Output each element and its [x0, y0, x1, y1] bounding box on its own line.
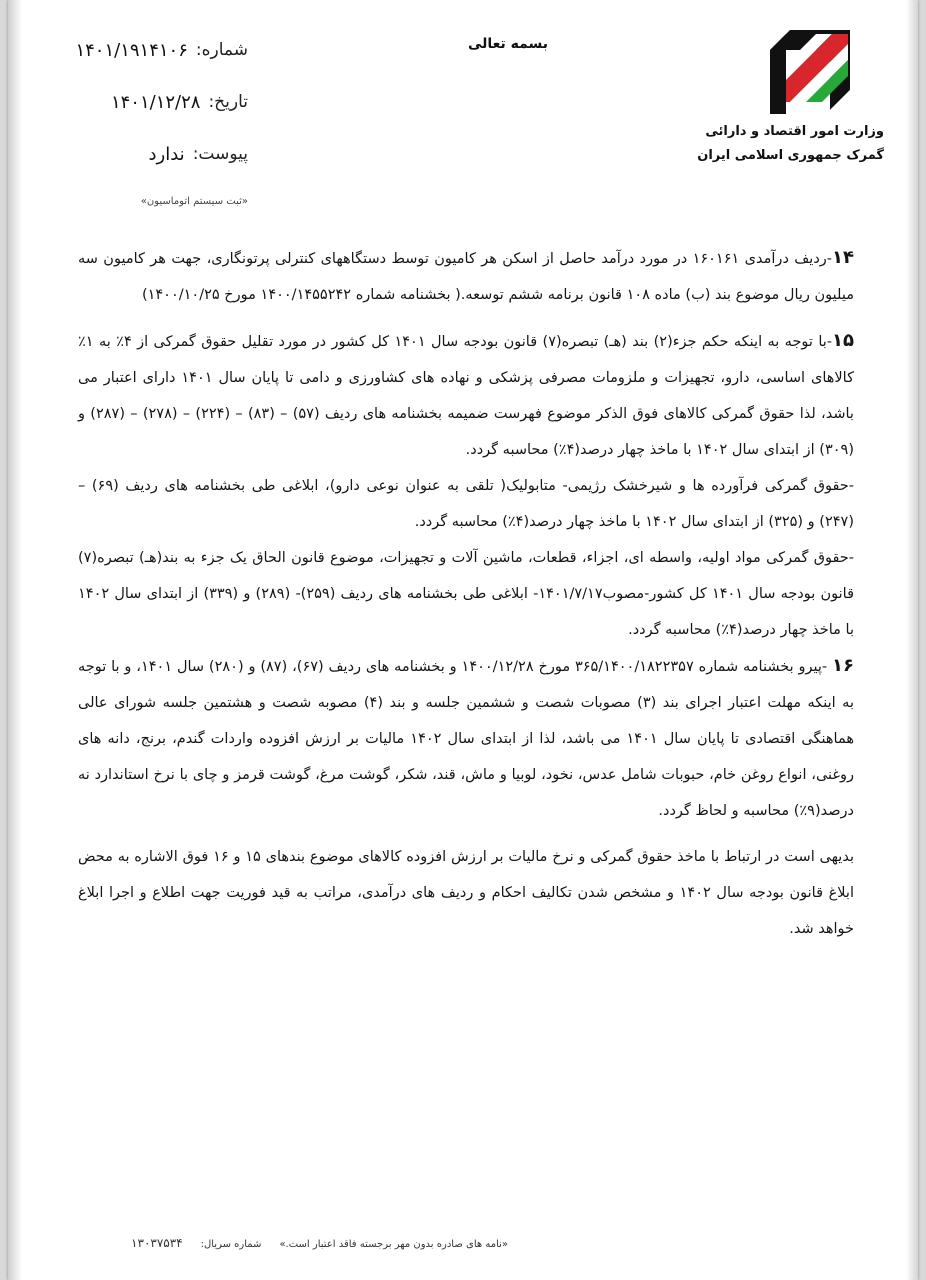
date-value: ۱۴۰۱/۱۲/۲۸ — [110, 92, 201, 113]
paragraph-text: -ردیف درآمدی ۱۶۰۱۶۱ در مورد درآمد حاصل از اسکن هر کامیون توسط دستگاههای کنترلی پرتونگاری، جهت هر کامیون سه میلیون ریال موضوع بند (ب) ماده ۱۰۸ قانون برنامه ششم توسعه.( بخشنامه شماره ۱۴۰۰/۱۴۵۵۲۴۲ مورخ ۱۴۰۰/۱۰/۲۵) — [78, 251, 854, 303]
serial-label: شماره سریال: — [200, 1239, 262, 1250]
paragraph-number: ۱۵ — [832, 330, 854, 351]
letter-date-row — [48, 92, 248, 144]
basmala-heading: بسمه تعالی — [467, 36, 549, 52]
footer-note: «نامه های صادره بدون مهر برجسته فاقد اعتبار است.» — [279, 1239, 508, 1250]
serial-value: ۱۳۰۳۷۵۳۴ — [131, 1236, 183, 1250]
customs-logo-icon — [766, 30, 850, 114]
paragraph-text: -با توجه به اینکه حکم جزء(۲) بند (هـ) تبصره(۷) قانون بودجه سال ۱۴۰۱ کل کشور در مورد تقلیل حقوق گمرکی از ۴٪ به ۱٪ کالاهای اساسی، دارو، تجهیزات و ملزومات مصرفی پزشکی و نهاده های کشاورزی و دامی تا پایان سال ۱۴۰۱ دارای اعتبار می باشد، لذا حقوق گمرکی کالاهای فوق الذکر موضوع فهرست ضمیمه بخشنامه های ردیف (۵۷) – (۸۳) – (۲۲۴) – (۲۷۸) – (۲۸۷) و (۳۰۹) از ابتدای سال ۱۴۰۲ با ماخذ چهار درصد(۴٪) محاسبه گردد. — [78, 334, 854, 458]
paragraph-14 — [78, 240, 854, 313]
letter-footer — [108, 1236, 508, 1250]
attachment-value: ندارد — [148, 144, 185, 165]
page-edge-shadow-right — [906, 0, 918, 1280]
number-label: شماره: — [195, 40, 248, 60]
ministry-name: وزارت امور اقتصاد و دارائی — [705, 124, 884, 139]
paragraph-16 — [78, 648, 854, 829]
attachment-row — [48, 144, 248, 196]
paragraph-15-sub-2: -حقوق گمرکی مواد اولیه، واسطه ای، اجزاء، قطعات، ماشین آلات و تجهیزات، موضوع قانون الحاق یک جزء به بند(هـ) تبصره(۷) قانون بودجه سال ۱۴۰۱ کل کشور-مصوب۱۴۰۱/۷/۱۷- ابلاغی طی بخشنامه های ردیف (۲۵۹)- (۲۸۹) و (۳۳۹) از ابتدای سال ۱۴۰۲ با ماخذ چهار درصد(۴٪) محاسبه گردد. — [78, 550, 855, 638]
letter-meta — [48, 40, 248, 196]
attachment-label: پیوست: — [192, 144, 248, 164]
letter-page — [8, 0, 918, 1280]
paragraph-number: ۱۶ — [832, 655, 855, 676]
page-edge-shadow — [8, 0, 22, 1280]
number-value: ۱۴۰۱/۱۹۱۴۱۰۶ — [75, 40, 188, 61]
organization-name — [624, 120, 884, 168]
letter-number-row — [48, 40, 248, 92]
paragraph-text: -پیرو بخشنامه شماره ۳۶۵/۱۴۰۰/۱۸۲۲۳۵۷ مورخ ۱۴۰۰/۱۲/۲۸ و بخشنامه های ردیف (۶۷)، (۸۷) و (۲۸۰) سال ۱۴۰۱، و با توجه به اینکه مهلت اعتبار اجرای بند (۳) مصوبات شصت و ششمین جلسه و بند (۴) مصوبه شصت و هشتمین جلسه شورای عالی هماهنگی اقتصادی تا پایان سال ۱۴۰۱ می باشد، لذا از ابتدای سال ۱۴۰۲ مالیات بر ارزش افزوده واردات گندم، برنج، دانه های روغنی، انواع روغن خام، حبوبات شامل عدس، نخود، لوبیا و ماش، قند، شکر، گوشت مرغ، گوشت قرمز و چای با نرخ استاندارد نه درصد(۹٪) محاسبه و لحاظ گردد. — [78, 659, 854, 819]
customs-name: گمرک جمهوری اسلامی ایران — [697, 148, 884, 163]
letter-body — [78, 240, 854, 957]
paragraph-15 — [78, 323, 854, 468]
date-label: تاریخ: — [208, 92, 248, 112]
automation-note: «ثبت سیستم اتوماسیون» — [140, 196, 248, 207]
paragraph-number: ۱۴ — [832, 247, 854, 268]
paragraph-15-sub-1: -حقوق گمرکی فرآورده ها و شیرخشک رژیمی- متابولیک( تلقی به عنوان نوعی دارو)، ابلاغی طی بخشنامه های ردیف (۶۹) – (۲۴۷) و (۳۲۵) از ابتدای سال ۱۴۰۲ با ماخذ چهار درصد(۴٪) محاسبه گردد. — [78, 478, 854, 530]
closing-paragraph: بدیهی است در ارتباط با ماخذ حقوق گمرکی و نرخ مالیات بر ارزش افزوده کالاهای موضوع بندهای ۱۵ و ۱۶ فوق الاشاره به محض ابلاغ قانون بودجه سال ۱۴۰۲ و مشخص شدن تکالیف احکام و ردیف های درآمدی، مراتب به قید فوریت جهت اطلاع و اجرا ابلاغ خواهد شد. — [78, 849, 854, 937]
